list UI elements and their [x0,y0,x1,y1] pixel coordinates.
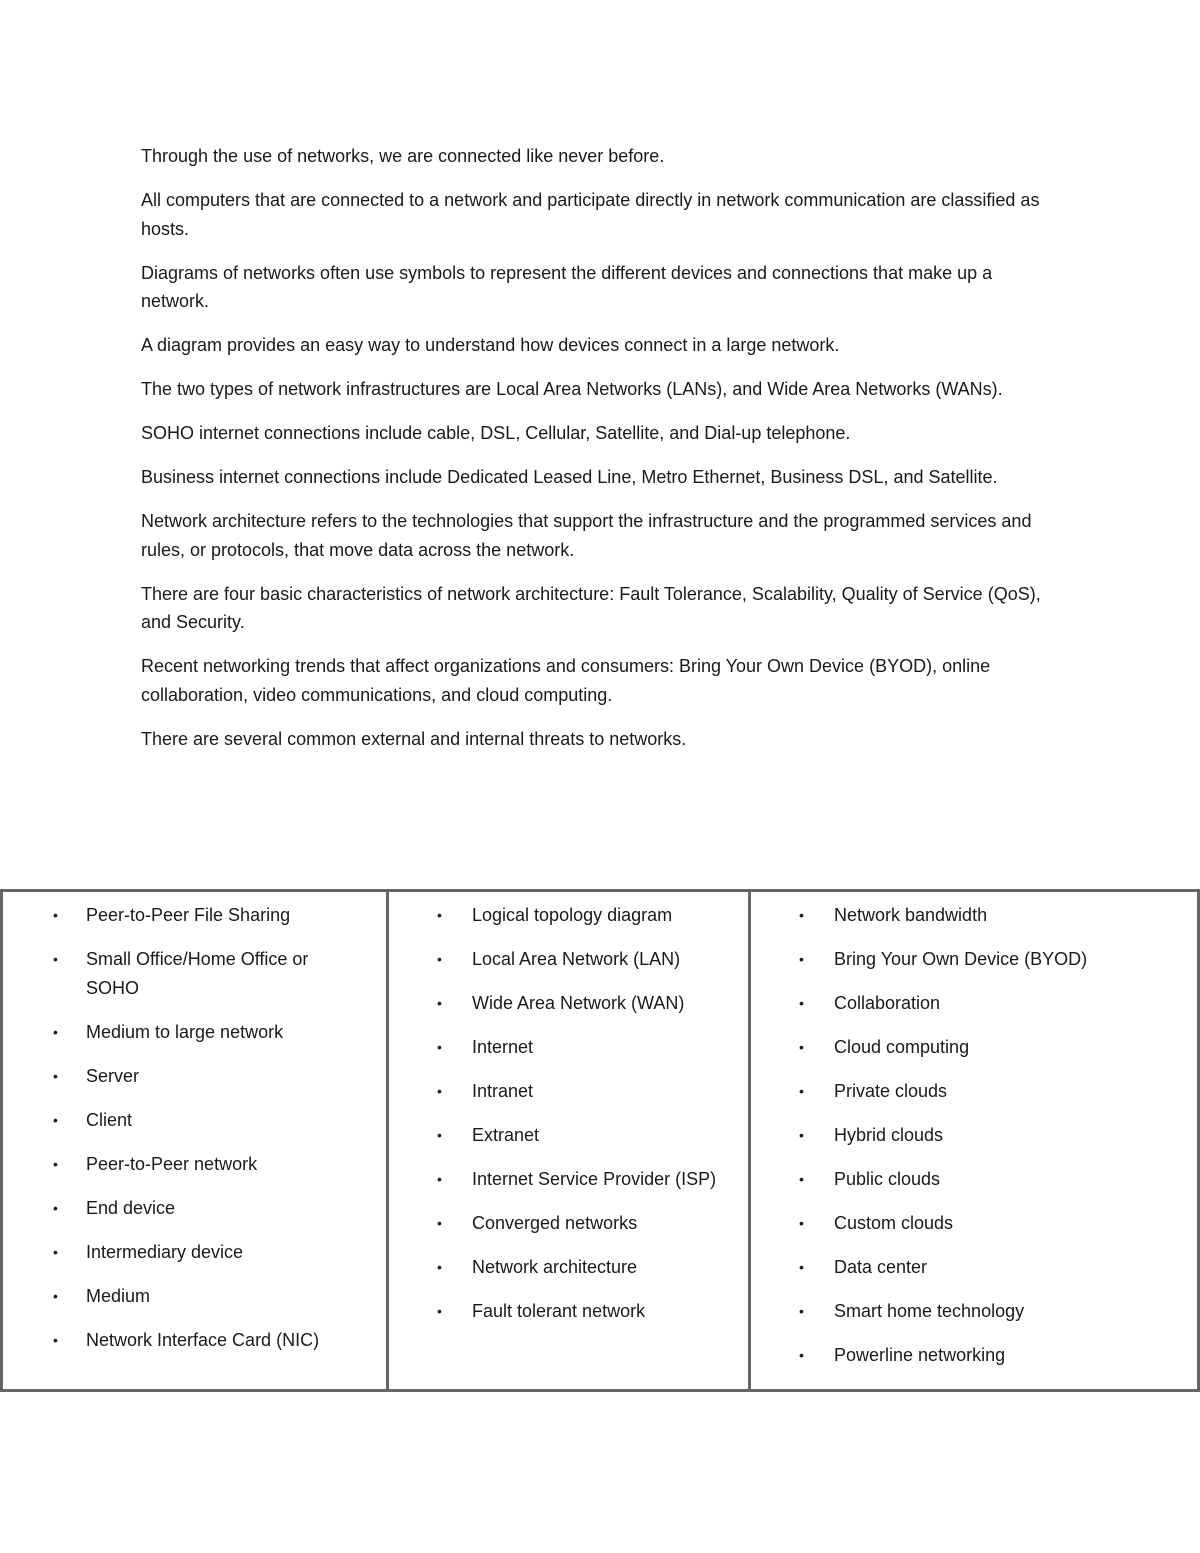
term-item [751,1297,1197,1326]
term-item [389,1121,748,1150]
term-item [389,1077,748,1106]
term-item [3,1018,386,1047]
term-text: Smart home technology [834,1301,1025,1321]
summary-paragraph: There are four basic characteristics of network architecture: Fault Tolerance, Scalability, Quality of Service (QoS), and Security. [141,583,1041,632]
term-text: Small Office/Home Office or SOHO [86,949,309,998]
term-item [389,989,748,1018]
term-item [389,1165,748,1194]
term-text: Public clouds [834,1169,941,1189]
term-item [3,1150,386,1179]
bullet-icon: • [53,1287,58,1304]
term-item [389,1209,748,1238]
summary-paragraph: Business internet connections include Dedicated Leased Line, Metro Ethernet, Business DSL, and Satellite. [141,467,998,487]
bullet-icon: • [53,951,58,967]
term-text: Wide Area Network (WAN) [472,993,685,1013]
bullet-icon: • [437,1259,442,1275]
terms-list-2 [389,901,748,1326]
term-text: Hybrid clouds [834,1125,944,1145]
bullet-icon: • [437,995,442,1011]
bullet-icon: • [437,1127,442,1143]
bullet-icon: • [799,1303,804,1319]
term-text: Bring Your Own Device (BYOD) [834,949,1088,969]
term-text: Private clouds [834,1081,948,1101]
bullet-icon: • [437,951,442,967]
term-text: End device [86,1197,176,1218]
bullet-icon: • [53,1331,58,1348]
term-text: Extranet [472,1125,540,1145]
term-item [3,1282,386,1311]
term-text: Medium to large network [86,1021,284,1042]
term-text: Peer-to-Peer File Sharing [86,905,291,925]
term-item [751,945,1197,974]
term-item [751,989,1197,1018]
bullet-icon: • [799,1347,804,1363]
bullet-icon: • [799,1259,804,1275]
bullet-icon: • [799,1215,804,1231]
bullet-icon: • [437,1083,442,1099]
summary-paragraph: All computers that are connected to a network and participate directly in network communication are classified as hosts. [141,190,1040,239]
summary-paragraph: SOHO internet connections include cable, DSL, Cellular, Satellite, and Dial-up telephone. [141,423,851,443]
bullet-icon: • [53,1067,58,1084]
summary-paragraph: Through the use of networks, we are connected like never before. [141,146,665,166]
term-item [751,1209,1197,1238]
term-text: Intranet [472,1081,534,1101]
bullet-icon: • [53,1155,58,1172]
bullet-icon: • [799,1039,804,1055]
terms-column-2 [389,892,751,1389]
bullet-icon: • [799,907,804,923]
bullet-icon: • [437,1303,442,1319]
summary-paragraph: Network architecture refers to the technologies that support the infrastructure and the programmed services and rules, or protocols, that move data across the network. [141,511,1032,560]
term-item [751,1253,1197,1282]
term-item [751,901,1197,930]
term-item [389,945,748,974]
term-item [389,901,748,930]
term-text: Local Area Network (LAN) [472,949,681,969]
term-item [3,1326,386,1355]
bullet-icon: • [53,1243,58,1260]
term-text: Internet Service Provider (ISP) [472,1169,717,1189]
term-item [389,1297,748,1326]
bullet-icon: • [799,1083,804,1099]
term-text: Server [86,1065,140,1086]
summary-paragraph: There are several common external and internal threats to networks. [141,728,687,749]
term-item [3,945,386,1002]
bullet-icon: • [437,1215,442,1231]
term-text: Collaboration [834,993,941,1013]
term-item [751,1077,1197,1106]
term-item [751,1165,1197,1194]
term-text: Network architecture [472,1257,638,1277]
term-item [751,1121,1197,1150]
terms-list-1 [3,901,386,1354]
term-item [3,1106,386,1135]
term-text: Network bandwidth [834,905,988,925]
terms-column-1 [3,892,389,1389]
term-text: Client [86,1109,133,1130]
bullet-icon: • [799,1127,804,1143]
summary-paragraph: The two types of network infrastructures are Local Area Networks (LANs), and Wide Area Networks (WANs). [141,379,1003,399]
term-item [751,1341,1197,1370]
bullet-icon: • [53,1199,58,1216]
term-text: Powerline networking [834,1345,1006,1365]
term-text: Converged networks [472,1213,638,1233]
bullet-icon: • [437,1171,442,1187]
bullet-icon: • [53,1023,58,1040]
summary-paragraph: Recent networking trends that affect organizations and consumers: Bring Your Own Device (BYOD), online collaboration, video communications, and cloud computing. [141,656,991,705]
term-item [3,1062,386,1091]
summary-paragraph: A diagram provides an easy way to understand how devices connect in a large network. [141,335,840,355]
term-item [389,1253,748,1282]
term-item [751,1033,1197,1062]
term-text: Peer-to-Peer network [86,1153,258,1174]
term-item [3,1238,386,1267]
bullet-icon: • [799,995,804,1011]
bullet-icon: • [799,951,804,967]
term-text: Cloud computing [834,1037,970,1057]
bullet-icon: • [53,1111,58,1128]
terms-column-3 [751,892,1197,1389]
terms-list-3 [751,901,1197,1370]
bullet-icon: • [53,907,58,923]
term-item [3,901,386,930]
term-item [3,1194,386,1223]
term-text: Intermediary device [86,1241,244,1262]
bullet-icon: • [437,907,442,923]
summary-section [141,142,1061,769]
term-text: Internet [472,1037,534,1057]
summary-paragraph: Diagrams of networks often use symbols to represent the different devices and connections that make up a network. [141,262,993,311]
bullet-icon: • [437,1039,442,1055]
term-text: Data center [834,1257,928,1277]
term-text: Medium [86,1285,151,1306]
term-text: Logical topology diagram [472,905,673,925]
bullet-icon: • [799,1171,804,1187]
term-item [389,1033,748,1062]
terms-table [0,889,1200,1392]
term-text: Custom clouds [834,1213,954,1233]
term-text: Network Interface Card (NIC) [86,1329,320,1350]
term-text: Fault tolerant network [472,1301,646,1321]
